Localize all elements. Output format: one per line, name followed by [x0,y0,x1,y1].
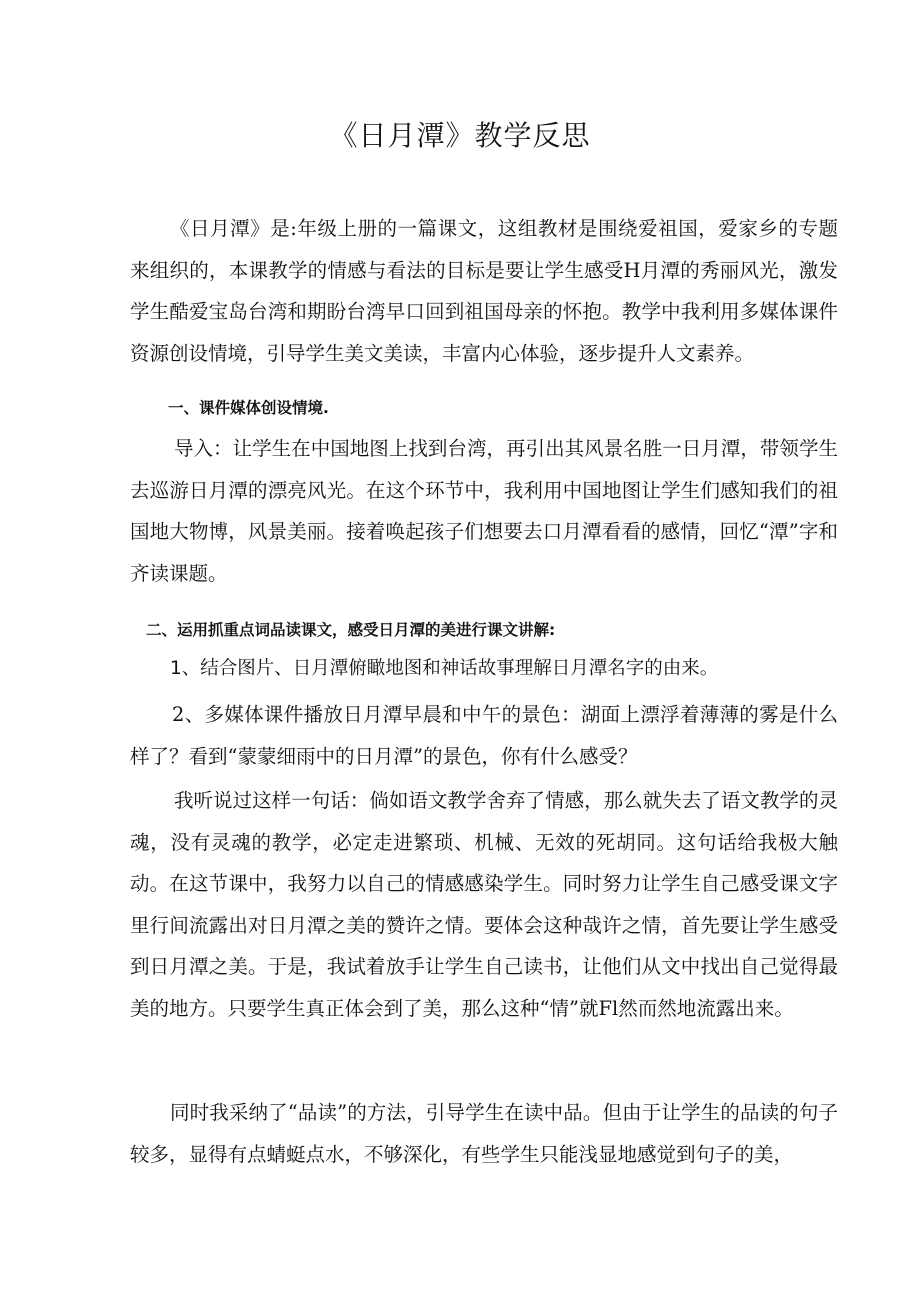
document-title: 《日月潭》教学反思 [329,119,591,152]
section-heading-1: 一、课件媒体创设情境. [168,399,329,417]
section-1-paragraph: 导入：让学生在中国地图上找到台湾，再引出其风景名胜一日月潭，带领学生去巡游日月潭的漂亮风光。在这个环节中，我利用中国地图让学生们感知我们的祖国地大物博，风景美丽。接着唤起孩子们想要去口月潭看看的感情，回忆“潭”字和齐读课题。 [130,437,838,585]
section-heading-2: 二、运用抓重点词品读课文，感受日月潭的美进行课文讲解: [146,621,556,639]
list-item-1: 1、结合图片、日月潭俯瞰地图和神话故事理解日月潭名字的由来。 [170,658,719,679]
list-item-2: 2、多媒体课件播放日月潭早晨和中午的景色：湖面上漂浮着薄薄的雾是什么样了？看到“蒙蒙细雨中的日月潭”的景色，你有什么感受？ [130,703,838,768]
intro-paragraph: 《日月潭》是:年级上册的一篇课文，这组教材是围绕爱祖国，爱家乡的专题来组织的，本课教学的情感与看法的目标是要让学生感受H月潭的秀丽风光，激发学生酷爱宝岛台湾和期盼台湾早口回到祖国母亲的怀抱。教学中我利用多媒体课件资源创设情境，引导学生美文美读，丰富内心体验，逐步提升人文素养。 [130,217,838,365]
closing-paragraph: 同时我采纳了“品读”的方法，引导学生在读中品。但由于让学生的品读的句子较多，显得有点蜻蜓点水，不够深化，有些学生只能浅显地感觉到句子的美， [130,1101,838,1166]
reflection-paragraph: 我听说过这样一句话：倘如语文教学舍弃了情感，那么就失去了语文教学的灵魂，没有灵魂的教学，必定走进繁琐、机械、无效的死胡同。这句话给我极大触动。在这节课中，我努力以自己的情感感染学生。同时努力让学生自己感受课文字里行间流露出对日月潭之美的赞许之情。要体会这种哉许之情，首先要让学生感受到日月潭之美。于是，我试着放手让学生自己读书，让他们从文中找出自己觉得最美的地方。只要学生真正体会到了美，那么这种“情”就Fl然而然地流露出来。 [130,789,838,1020]
